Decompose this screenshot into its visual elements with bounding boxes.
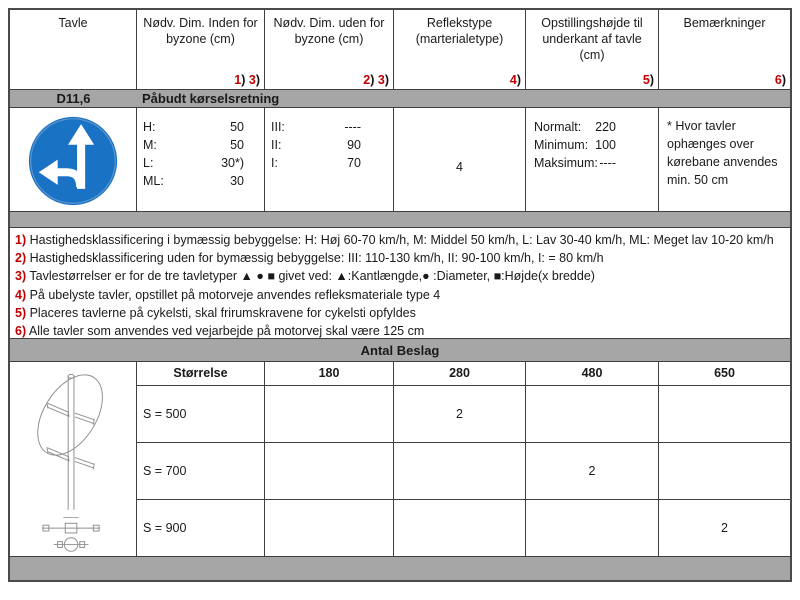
dim-value: ---- xyxy=(344,120,361,134)
cell-s900-480 xyxy=(526,500,659,556)
footnote-number: 3) xyxy=(15,269,27,284)
header-label: Reflekstype (marterialetype) xyxy=(415,16,504,46)
footnote-ref-paren: ) xyxy=(516,73,521,87)
cell-s700-280 xyxy=(394,443,526,500)
dim-label: II: xyxy=(271,138,282,152)
row-label-s500: S = 500 xyxy=(137,386,265,443)
footnote-ref-number: 3 xyxy=(248,73,256,87)
sign-data-row xyxy=(10,108,790,212)
bottom-band xyxy=(10,557,790,580)
footnote-line: 4) På ubelyste tavler, opstillet på motorveje anvendes refleksmateriale type 4 xyxy=(15,287,441,302)
sign-post-mounting-diagram xyxy=(15,364,131,554)
dim-value: 30 xyxy=(230,174,244,188)
footnote-line: 6) Alle tavler som anvendes ved vejarbejde på motorvej skal være 125 cm xyxy=(15,324,425,339)
dim-row xyxy=(271,154,361,172)
header-footnote-refs xyxy=(510,72,521,88)
cell-s900-650: 2 xyxy=(721,521,728,535)
dim-row xyxy=(143,154,244,172)
cell-s500-180 xyxy=(265,386,394,443)
footnote-ref-paren: ) xyxy=(241,73,246,87)
cell-s500-650 xyxy=(659,386,790,443)
dim-value: 220 xyxy=(595,120,616,134)
dim-value: 50 xyxy=(230,120,244,134)
cell-s700-650 xyxy=(659,443,790,500)
header-label: Nødv. Dim. Inden for byzone (cm) xyxy=(143,16,258,46)
header-label: Tavle xyxy=(58,16,88,30)
col-header-480: 480 xyxy=(526,362,659,386)
col-header-650: 650 xyxy=(659,362,790,386)
header-cell-tavle xyxy=(10,10,137,90)
cell-s700-180 xyxy=(265,443,394,500)
dim-row xyxy=(143,172,244,190)
cell-s700-480: 2 xyxy=(526,443,659,500)
dim-inden-byzone-cell xyxy=(137,108,265,212)
footnote-ref-number: 3 xyxy=(377,73,385,87)
mounting-diagram-cell xyxy=(10,362,137,556)
sign-title-band xyxy=(10,90,790,108)
divider-band xyxy=(10,212,790,228)
footnote-ref-paren: ) xyxy=(384,73,389,87)
dim-row xyxy=(534,154,616,172)
header-footnote-refs xyxy=(643,72,654,88)
col-header-storrelse: Størrelse xyxy=(137,362,265,386)
header-label: Opstillingshøjde til underkant af tavle (cm) xyxy=(541,16,643,62)
dim-row xyxy=(143,136,244,154)
reflekstype-value: 4 xyxy=(394,108,526,212)
dim-value: 90 xyxy=(347,138,361,152)
sign-name: Påbudt kørselsretning xyxy=(142,91,280,106)
dim-label: I: xyxy=(271,156,278,170)
dim-label: Maksimum: xyxy=(534,156,598,170)
antal-beslag-band xyxy=(10,339,790,362)
col-header-180: 180 xyxy=(265,362,394,386)
header-footnote-refs xyxy=(234,72,260,88)
footnote-ref-paren: ) xyxy=(370,73,375,87)
bemaerkninger-text: * Hvor tavler ophænges over kørebane anvendes min. 50 cm xyxy=(659,108,790,212)
footnote-ref-number: 5 xyxy=(642,73,650,87)
dim-label: Minimum: xyxy=(534,138,589,152)
dim-row xyxy=(143,118,244,136)
header-cell-reflekstype xyxy=(394,10,526,90)
header-cell-dim-inden-byzone xyxy=(137,10,265,90)
dim-label: M: xyxy=(143,138,157,152)
header-cell-opstillingshojde xyxy=(526,10,659,90)
footnote-number: 5) xyxy=(15,305,27,320)
footnote-number: 6) xyxy=(15,324,27,339)
dim-label: Normalt: xyxy=(534,120,582,134)
dim-row xyxy=(534,136,616,154)
cell-s500-480 xyxy=(526,386,659,443)
header-cell-bemaerkninger xyxy=(659,10,790,90)
footnote-line: 5) Placeres tavlerne på cykelsti, skal frirumskravene for cykelsti opfyldes xyxy=(15,305,416,320)
footnote-ref-paren: ) xyxy=(781,73,786,87)
footnote-number: 1) xyxy=(15,233,27,247)
dim-value: 70 xyxy=(347,156,361,170)
footnote-number: 2) xyxy=(15,251,27,266)
upper-table-header-row xyxy=(10,10,790,90)
header-footnote-refs xyxy=(775,72,786,88)
footnote-ref-number: 6 xyxy=(774,73,782,87)
row-label-s700: S = 700 xyxy=(137,443,265,500)
cell-s900-280 xyxy=(394,500,526,556)
footnote-ref-paren: ) xyxy=(255,73,260,87)
dim-label: L: xyxy=(143,156,154,170)
dim-row xyxy=(271,118,361,136)
cell-s900-180 xyxy=(265,500,394,556)
footnote-ref-number: 4 xyxy=(509,73,517,87)
row-label-s900: S = 900 xyxy=(137,500,265,556)
sign-code: D11,6 xyxy=(56,91,91,106)
header-footnote-refs xyxy=(363,72,389,88)
header-cell-dim-uden-byzone xyxy=(265,10,394,90)
antal-beslag-table xyxy=(10,362,790,557)
footnote-line: 3) Tavlestørrelser er for de tre tavletyper ▲ ● ■ givet ved: ▲:Kantlængde,● :Diameter, ■:Højde(x bredde) xyxy=(15,269,595,284)
opstillingshojde-cell xyxy=(526,108,659,212)
footnote-line: 1) Hastighedsklassificering i bymæssig bebyggelse: H: Høj 60-70 km/h, M: Middel 50 km/h, L: Lav 30-40 km/h, ML: Meget lav 10-20 km/h xyxy=(15,233,774,247)
mandatory-direction-sign-icon xyxy=(28,116,118,206)
header-label: Bemærkninger xyxy=(683,16,766,30)
footnote-ref-number: 2 xyxy=(363,73,371,87)
footnotes-block xyxy=(10,228,790,339)
dim-value: 100 xyxy=(595,138,616,152)
dim-label: ML: xyxy=(143,174,164,188)
footnote-ref-paren: ) xyxy=(649,73,654,87)
footnote-line: 2) Hastighedsklassificering uden for bymæssig bebyggelse: III: 110-130 km/h, II: 90-100 km/h, I: = 80 km/h xyxy=(15,251,604,266)
dim-uden-byzone-cell xyxy=(265,108,394,212)
dim-value: 30*) xyxy=(221,156,244,170)
dim-label: III: xyxy=(271,120,285,134)
footnote-ref-number: 1 xyxy=(234,73,242,87)
footnote-number: 4) xyxy=(15,287,27,302)
cell-s500-280: 2 xyxy=(394,386,526,443)
antal-beslag-title: Antal Beslag xyxy=(360,342,440,358)
dim-row xyxy=(534,118,616,136)
dim-row xyxy=(271,136,361,154)
dim-label: H: xyxy=(143,120,156,134)
dim-value: 50 xyxy=(230,138,244,152)
sign-image-cell xyxy=(10,108,137,212)
col-header-280: 280 xyxy=(394,362,526,386)
dim-value: ---- xyxy=(599,156,616,170)
header-label: Nødv. Dim. uden for byzone (cm) xyxy=(273,16,385,46)
spec-sheet xyxy=(8,8,792,582)
